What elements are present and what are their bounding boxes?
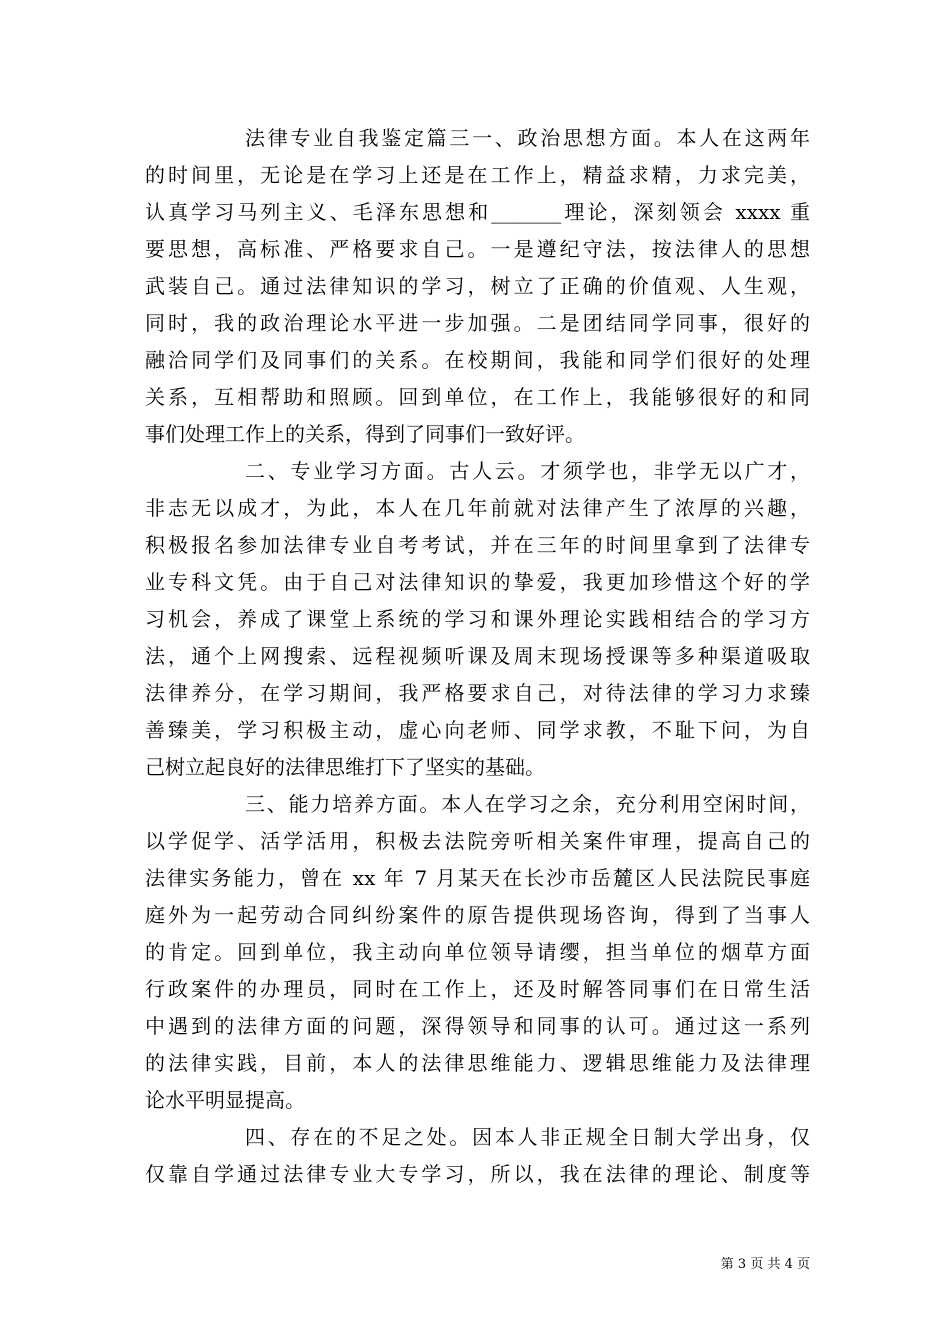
paragraph-2-line-2: 非志无以成才，为此，本人在几年前就对法律产生了浓厚的兴趣，	[145, 496, 810, 520]
paragraph-2-line-8: 善臻美，学习积极主动，虚心向老师、同学求教，不耻下问，为自	[145, 718, 810, 742]
paragraph-4-line-1: 四、存在的不足之处。因本人非正规全日制大学出身，仅	[245, 1125, 810, 1149]
paragraph-3-line-4: 庭外为一起劳动合同纠纷案件的原告提供现场咨询，得到了当事人	[145, 903, 810, 927]
page-number: 第 3 页 共 4 页	[720, 1257, 810, 1272]
paragraph-1-line-6: 同时，我的政治理论水平进一步加强。二是团结同学同事，很好的	[145, 311, 810, 335]
paragraph-2-line-6: 法，通个上网搜索、远程视频听课及周末现场授课等多种渠道吸取	[145, 644, 810, 668]
paragraph-3-line-5: 的肯定。回到单位，我主动向单位领导请缨，担当单位的烟草方面	[145, 940, 810, 964]
paragraph-2-line-7: 法律养分，在学习期间，我严格要求自己，对待法律的学习力求臻	[145, 681, 810, 705]
paragraph-1-line-8: 关系，互相帮助和照顾。回到单位，在工作上，我能够很好的和同	[145, 385, 810, 409]
paragraph-3-line-8: 的法律实践，目前，本人的法律思维能力、逻辑思维能力及法律理	[145, 1051, 810, 1075]
paragraph-3-line-3: 法律实务能力，曾在 xx 年 7 月某天在长沙市岳麓区人民法院民事庭	[145, 866, 810, 890]
paragraph-1-line-4: 要思想，高标准、严格要求自己。一是遵纪守法，按法律人的思想	[145, 237, 810, 261]
paragraph-1-line-7: 融洽同学们及同事们的关系。在校期间，我能和同学们很好的处理	[145, 348, 810, 372]
paragraph-1-line-3: 认真学习马列主义、毛泽东思想和_______理论，深刻领会 xxxx 重	[145, 200, 810, 224]
paragraph-2-line-3: 积极报名参加法律专业自考考试，并在三年的时间里拿到了法律专	[145, 533, 810, 557]
paragraph-3-line-2: 以学促学、活学活用，积极去法院旁听相关案件审理，提高自己的	[145, 829, 810, 853]
paragraph-3-line-7: 中遇到的法律方面的问题，深得领导和同事的认可。通过这一系列	[145, 1014, 810, 1038]
paragraph-1-line-2: 的时间里，无论是在学习上还是在工作上，精益求精，力求完美，	[145, 163, 810, 187]
paragraph-2-line-5: 习机会，养成了课堂上系统的学习和课外理论实践相结合的学习方	[145, 607, 810, 631]
paragraph-2-line-9: 己树立起良好的法律思维打下了坚实的基础。	[145, 755, 545, 779]
paragraph-1-line-1: 法律专业自我鉴定篇三一、政治思想方面。本人在这两年	[245, 126, 810, 150]
paragraph-3-line-6: 行政案件的办理员，同时在工作上，还及时解答同事们在日常生活	[145, 977, 810, 1001]
paragraph-4-line-2: 仅靠自学通过法律专业大专学习，所以，我在法律的理论、制度等	[145, 1162, 810, 1186]
paragraph-3-line-9: 论水平明显提高。	[145, 1088, 305, 1112]
paragraph-2-line-1: 二、专业学习方面。古人云。才须学也，非学无以广才，	[245, 459, 810, 483]
paragraph-1-line-9: 事们处理工作上的关系，得到了同事们一致好评。	[145, 422, 585, 446]
paragraph-1-line-5: 武装自己。通过法律知识的学习，树立了正确的价值观、人生观，	[145, 274, 810, 298]
paragraph-2-line-4: 业专科文凭。由于自己对法律知识的挚爱，我更加珍惜这个好的学	[145, 570, 810, 594]
paragraph-3-line-1: 三、能力培养方面。本人在学习之余，充分利用空闲时间，	[245, 792, 810, 816]
